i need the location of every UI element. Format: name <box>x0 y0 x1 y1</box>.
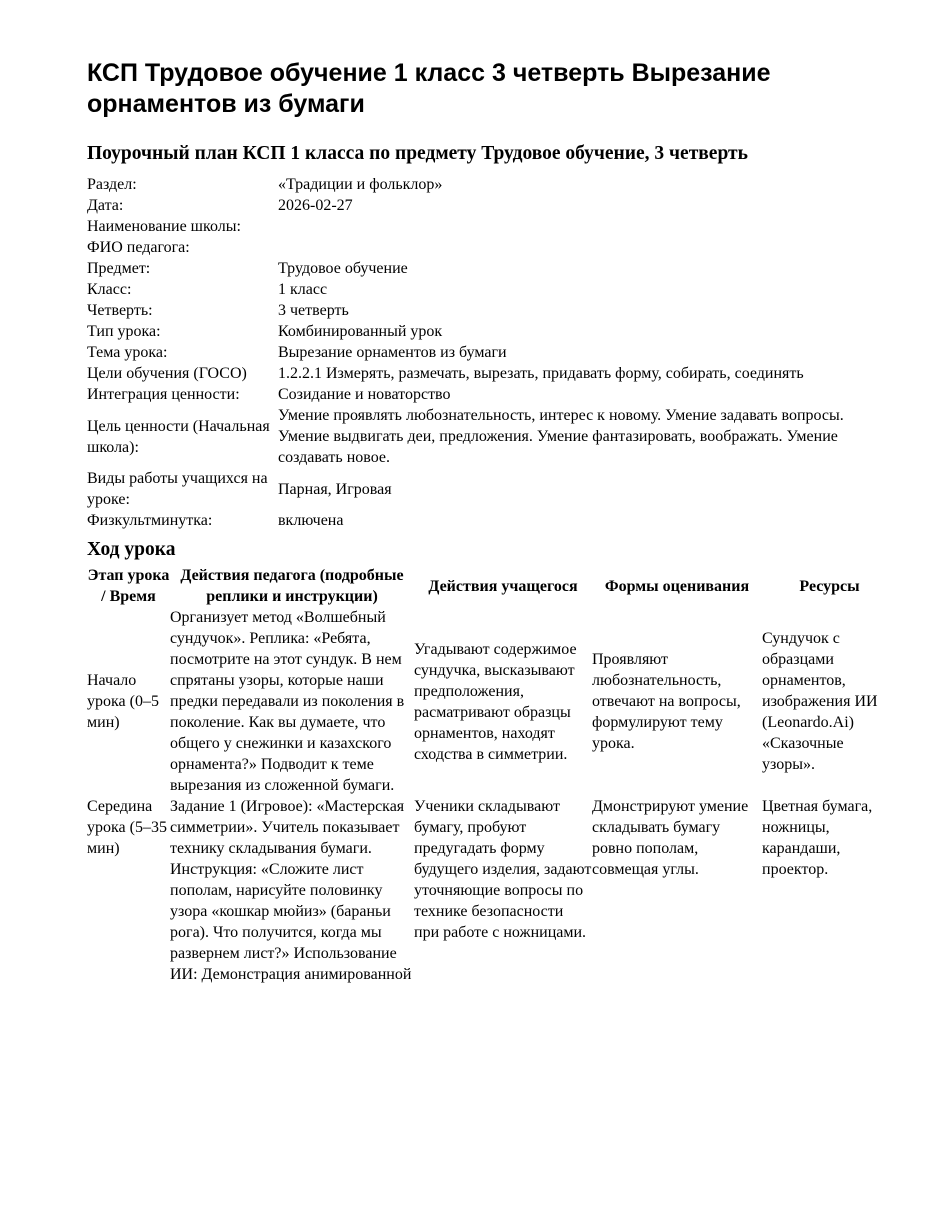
student-actions-cell: Угадывают содержимое сундучка, высказывают предположения, расматривают образцы орнаментов, находят сходства в симметрии. <box>414 640 577 763</box>
resources-cell: Сундучок с образцами орнаментов, изображения ИИ (Leonardo.Ai) «Сказочные узоры». <box>762 630 878 773</box>
info-row <box>87 174 878 195</box>
info-value: Трудовое обучение <box>278 260 408 277</box>
info-label: Тема урока: <box>87 344 168 361</box>
stage-cell: Середина урока (5–35 мин) <box>87 798 167 857</box>
lesson-flow-heading: Ход урока <box>87 539 176 560</box>
assessment-cell: Дмонстрируют умение складывать бумагу ровно пополам, совмещая углы. <box>592 798 749 878</box>
info-value: Комбинированный урок <box>278 323 443 340</box>
info-value: 1 класс <box>278 281 328 298</box>
info-label: Виды работы учащихся на уроке: <box>87 470 268 508</box>
info-label: Цель ценности (Начальная школа): <box>87 417 270 456</box>
info-value: «Традиции и фольклор» <box>278 176 443 193</box>
info-row <box>87 405 878 468</box>
info-row <box>87 342 878 363</box>
info-label: Раздел: <box>87 176 137 193</box>
info-value: Вырезание орнаментов из бумаги <box>278 344 507 361</box>
info-value: Умение проявлять любознательность, интерес к новому. Умение задавать вопросы. Умение выдвигать деи, предложения. Умение фантазировать, воображать. Умение создавать новое. <box>278 407 844 466</box>
info-label: Класс: <box>87 281 132 298</box>
header-student-actions: Действия учащегося <box>428 577 578 595</box>
info-value <box>278 216 878 237</box>
document-page <box>87 58 897 985</box>
info-row <box>87 468 878 510</box>
header-assessment: Формы оценивания <box>604 577 750 595</box>
info-row <box>87 321 878 342</box>
table-header-row <box>87 565 897 607</box>
info-value: 3 четверть <box>278 302 349 319</box>
info-label: Тип урока: <box>87 323 161 340</box>
document-title: КСП Трудовое обучение 1 класс 3 четверть Вырезание орнаментов из бумаги <box>87 59 771 118</box>
student-actions-cell: Ученики складывают бумагу, пробуют предугадать форму будущего изделия, задают уточняющие вопросы по технике безопасности при работе с ножницами. <box>414 798 592 941</box>
info-label: Интеграция ценности: <box>87 386 240 403</box>
header-stage: Этап урока / Время <box>87 567 170 605</box>
info-row <box>87 363 878 384</box>
header-resources: Ресурсы <box>799 577 860 595</box>
info-value: 1.2.2.1 Измерять, размечать, вырезать, придавать форму, собирать, соединять <box>278 365 804 382</box>
teacher-actions-cell: Организует метод «Волшебный сундучок». Реплика: «Ребята, посмотрите на этот сундук. В нем спрятаны узоры, которые наши предки передавали из поколения в поколение. Как вы думаете, что общего у снежинки и казахского орнамента?» Подводит к теме вырезания из сложенной бумаги. <box>170 609 405 794</box>
table-row <box>87 607 897 796</box>
plan-subtitle: Поурочный план КСП 1 класса по предмету Трудовое обучение, 3 четверть <box>87 143 748 164</box>
header-teacher-actions: Действия педагога (подробные реплики и инструкции) <box>180 567 404 605</box>
info-row <box>87 195 878 216</box>
teacher-actions-cell: Задание 1 (Игровое): «Мастерская симметрии». Учитель показывает технику складывания бумаги. Инструкция: «Сложите лист пополам, нарисуйте половинку узора «кошкар мюйиз» (бараньи рога). Что получится, когда мы развернем лист?» Использование ИИ: Демонстрация анимированной <box>170 798 412 983</box>
info-row <box>87 300 878 321</box>
info-row <box>87 258 878 279</box>
resources-cell: Цветная бумага, ножницы, карандаши, проектор. <box>762 798 873 878</box>
lesson-info-table <box>87 174 878 531</box>
info-value: включена <box>278 512 344 529</box>
info-value: 2026-02-27 <box>278 197 353 214</box>
info-row <box>87 510 878 531</box>
info-label: Дата: <box>87 197 124 214</box>
info-label: Цели обучения (ГОСО) <box>87 365 247 382</box>
info-row <box>87 384 878 405</box>
info-label: Четверть: <box>87 302 153 319</box>
info-value: Парная, Игровая <box>278 480 392 498</box>
table-row <box>87 796 897 985</box>
info-label: Физкультминутка: <box>87 512 213 529</box>
info-value: Созидание и новаторство <box>278 386 451 403</box>
stage-cell: Начало урока (0–5 мин) <box>87 672 159 731</box>
lesson-flow-table <box>87 565 897 985</box>
info-row <box>87 237 878 258</box>
info-label: Наименование школы: <box>87 218 241 235</box>
info-row <box>87 279 878 300</box>
info-label: Предмет: <box>87 260 151 277</box>
info-label: ФИО педагога: <box>87 239 190 256</box>
assessment-cell: Проявляют любознательность, отвечают на вопросы, формулируют тему урока. <box>592 651 741 752</box>
info-row <box>87 216 878 237</box>
info-value <box>278 237 878 258</box>
